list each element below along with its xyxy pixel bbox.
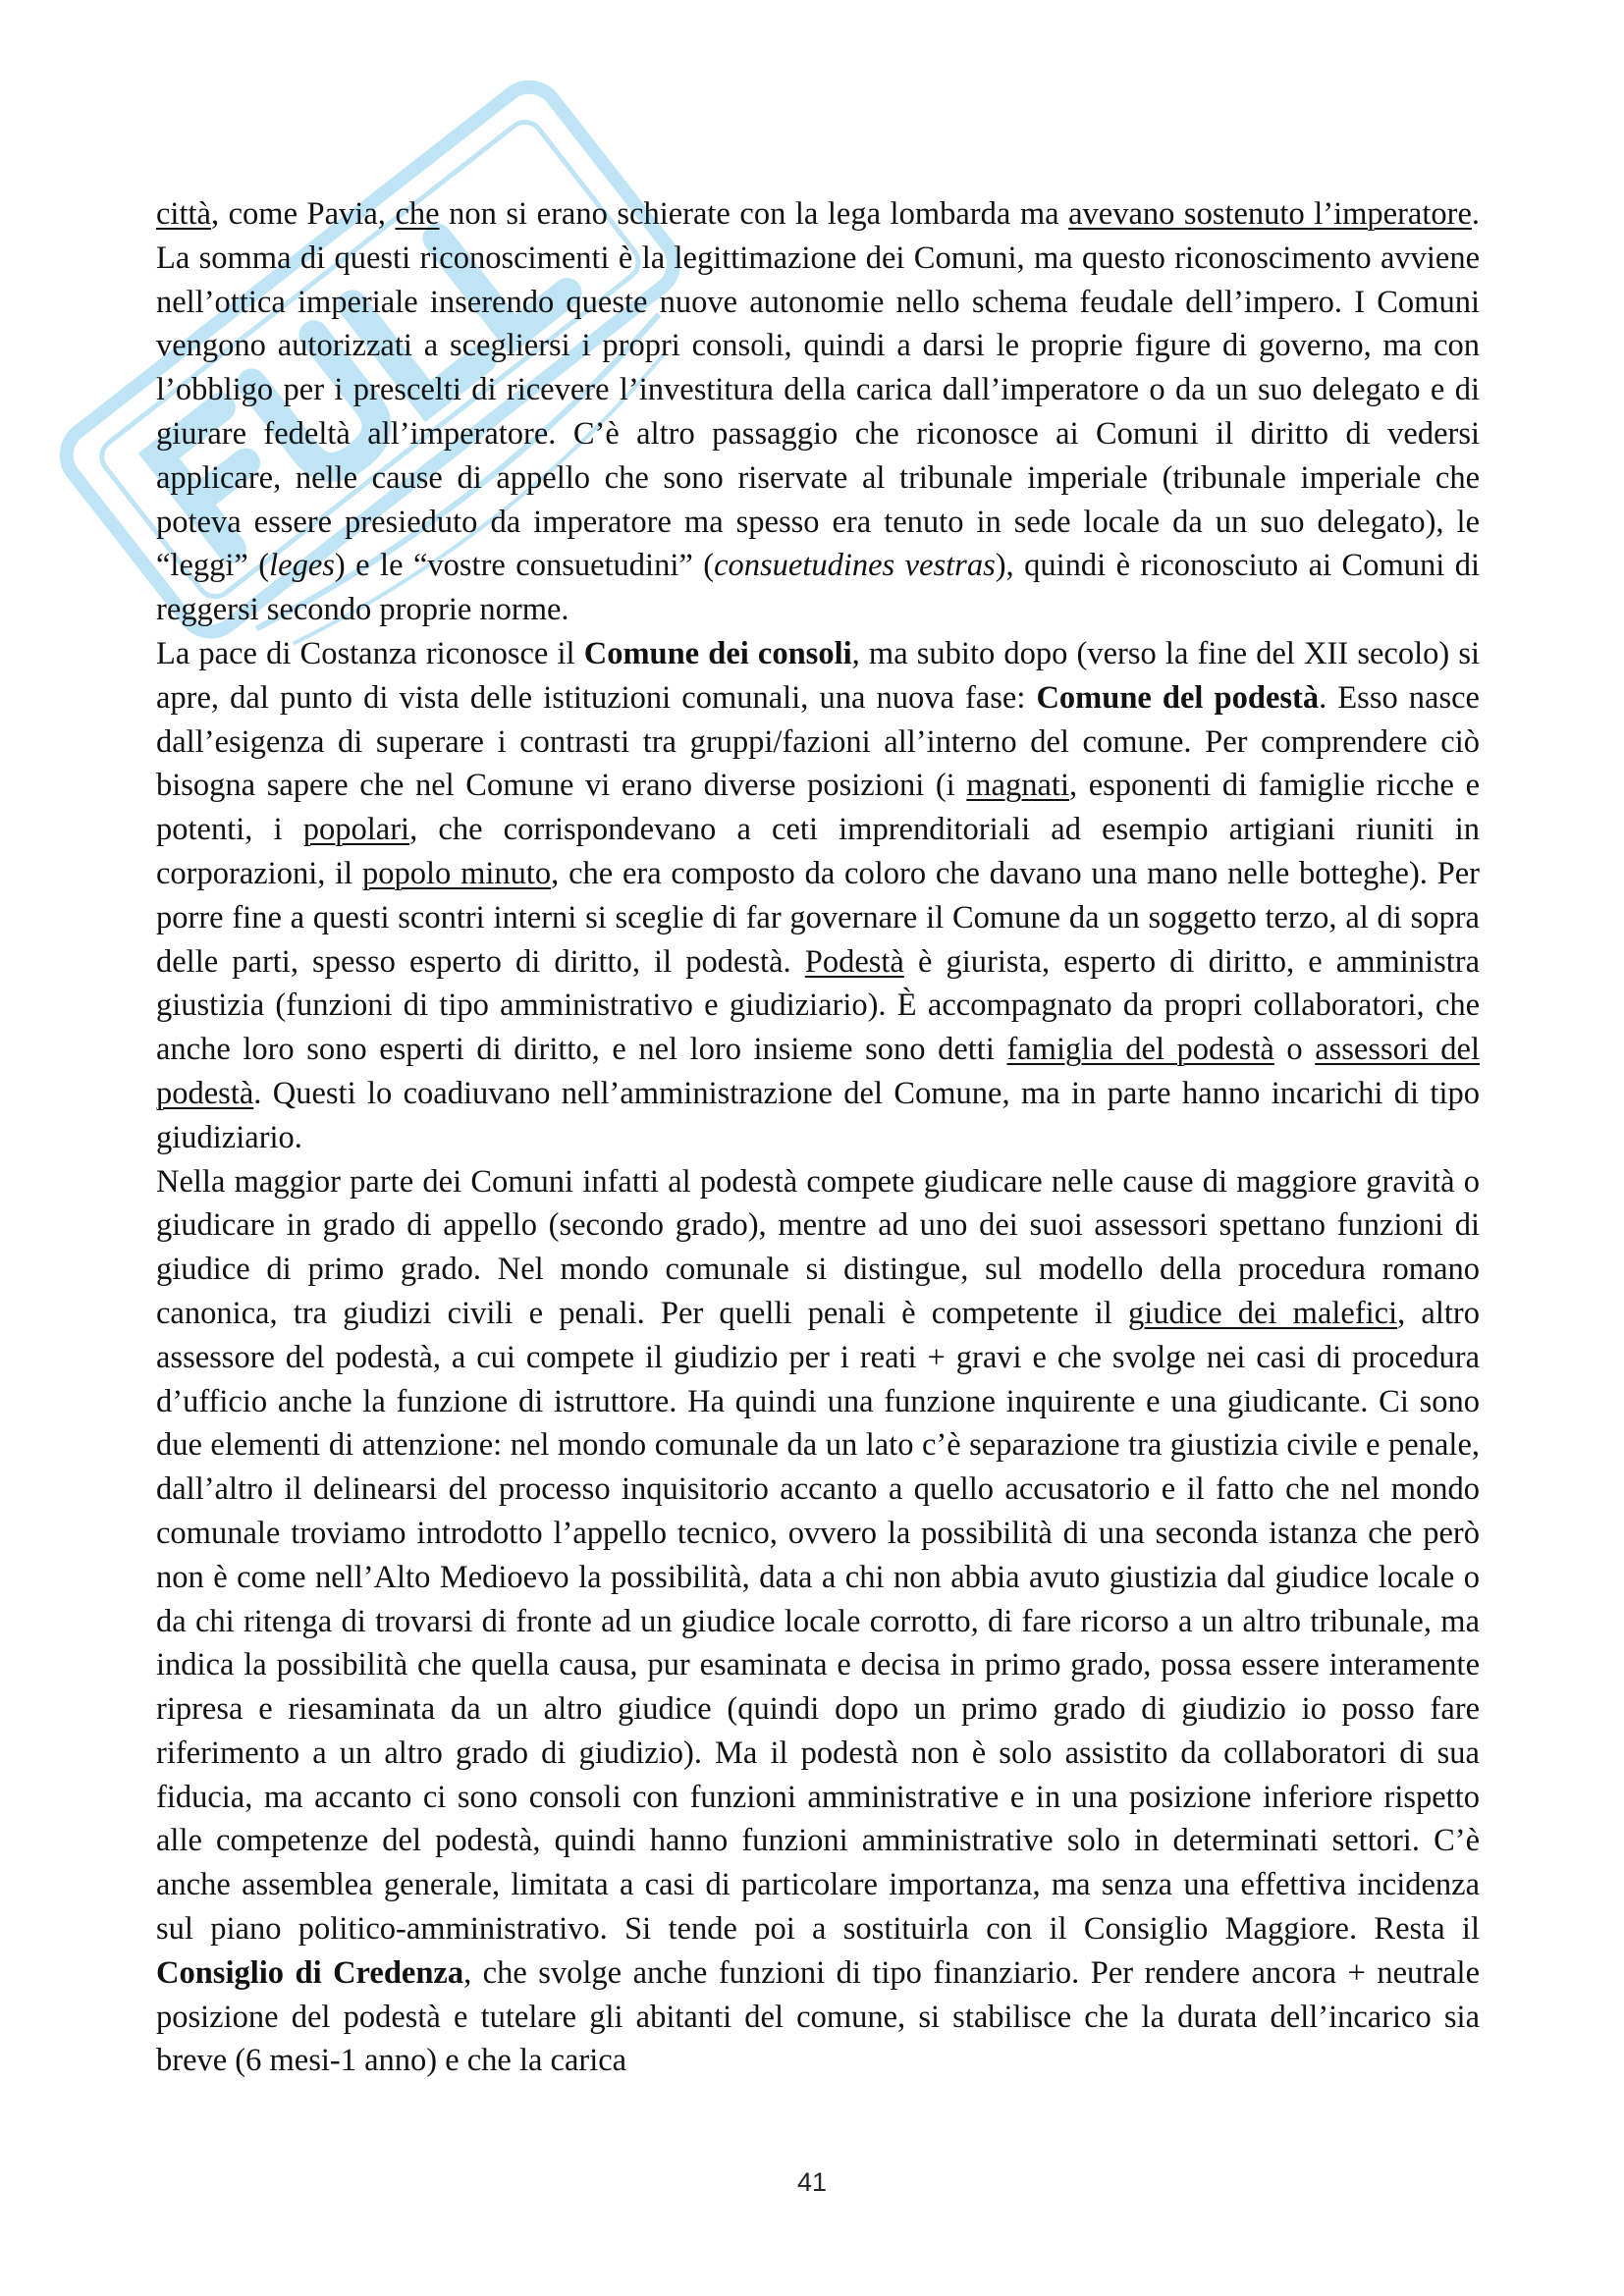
text-run: , esponenti di famiglie ricche e potenti, i xyxy=(156,768,1480,848)
underlined-text: popolo minuto xyxy=(362,855,552,891)
text-run: , ma subito dopo (verso la fine del XII secolo) si apre, dal punto di vista delle istituzioni comunali, una nuova fase: xyxy=(156,635,1481,716)
text-run: , altro assessore del podestà, a cui compete il giudizio per i reati + gravi e che svolge nei casi di procedura d’ufficio anche la funzione di istruttore. Ha quindi una funzione inquirente e una giudicante. Ci sono due elementi di attenzione: nel mondo comunale da un lato c’è separazione tra giustizia civile e penale, dall’altro il delinearsi del processo inquisitorio accanto a quello accusatorio e il fatto che nel mondo comunale troviamo introdotto l’appello tecnico, ovvero la possibilità di una seconda istanza che però non è come nell’Alto Medioevo la possibilità, data a chi non abbia avuto giustizia dal giudice locale o da chi ritenga di trovarsi di fronte ad un giudice locale corrotto, di fare ricorso a un altro tribunale, ma indica la possibilità che quella causa, pur esaminata e decisa in primo grado, possa essere interamente ripresa e riesaminata da un altro giudice (quindi dopo un primo grado di giudizio io posso fare riferimento a un altro grado di giudizio). Ma il podestà non è solo assistito da collaboratori di sua fiducia, ma accanto ci sono consoli con funzioni amministrative e in una posizione inferiore rispetto alle competenze del podestà, quindi hanno funzioni amministrative solo in determinati settori. C’è anche assemblea generale, limitata a casi di particolare importanza, ma senza una effettiva incidenza sul piano politico-amministrativo. Si tende poi a sostituirla con il Consiglio Maggiore. Resta il xyxy=(156,1295,1480,1948)
underlined-text: avevano sostenuto l’imperatore xyxy=(1068,196,1472,232)
bold-term: Comune del podestà xyxy=(1036,679,1320,716)
paragraph-giudizi xyxy=(156,1160,1480,2084)
paragraph-pace-di-costanza xyxy=(156,192,1480,632)
underlined-text: popolari xyxy=(302,812,410,848)
bold-term: Consiglio di Credenza xyxy=(156,1954,464,1991)
underlined-text: magnati xyxy=(966,768,1069,804)
text-run: . Questi lo coadiuvano nell’amministrazione del Comune, ma in parte hanno incarichi di tipo giudiziario. xyxy=(156,1075,1480,1155)
text-run: , come Pavia, xyxy=(210,196,396,232)
text-run: o xyxy=(1273,1032,1316,1068)
paragraph-comune-del-podesta xyxy=(156,632,1480,1160)
bold-term: Comune dei consoli xyxy=(583,635,852,671)
text-run: Nella maggior parte dei Comuni infatti al podestà compete giudicare nelle cause di maggiore gravità o giudicare in grado di appello (secondo grado), mentre ad uno dei suoi assessori spettano funzioni di giudice di primo grado. Nel mondo comunale si distingue, sul modello della procedura romano canonica, tra giudizi civili e penali. Per quelli penali è competente il xyxy=(156,1163,1480,1331)
underlined-text: famiglia del podestà xyxy=(1006,1032,1274,1068)
underlined-text: città xyxy=(156,196,211,232)
text-run: , che svolge anche funzioni di tipo finanziario. Per rendere ancora + neutrale posizione del podestà e tutelare gli abitanti del comune, si stabilisce che la durata dell’incarico sia breve (6 mesi-1 anno) e che la carica xyxy=(156,1954,1480,2079)
text-run: , che era composto da coloro che davano una mano nelle botteghe). Per porre fine a questi scontri interni si sceglie di far governare il Comune da un soggetto terzo, al di sopra delle parti, spesso esperto di diritto, il podestà. xyxy=(156,855,1480,980)
document-body xyxy=(156,192,1480,2083)
underlined-text: assessori del podestà xyxy=(156,1032,1481,1111)
text-run: non si erano schierate con la lega lombarda ma xyxy=(439,196,1069,232)
text-run: . La somma di questi riconoscimenti è la legittimazione dei Comuni, ma questo riconoscimento avviene nell’ottica imperiale inserendo queste nuove autonomie nello schema feudale dell’impero. I Comuni vengono autorizzati a scegliersi i propri consoli, quindi a darsi le proprie figure di governo, ma con l’obbligo per i prescelti di ricevere l’investitura della carica dall’imperatore o da un suo delegato e di giurare fedeltà all’imperatore. C’è altro passaggio che riconosce ai Comuni il diritto di vedersi applicare, nelle cause di appello che sono riservate al tribunale imperiale (tribunale imperiale che poteva essere presieduto da imperatore ma spesso era tenuto in sede locale da un suo delegato), le “leggi” ( xyxy=(156,196,1481,584)
text-run: , che corrispondevano a ceti imprenditoriali ad esempio artigiani riuniti in corporazioni, il xyxy=(156,812,1480,891)
text-run: ) e le “vostre consuetudini” ( xyxy=(334,548,715,584)
underlined-text: giudice dei malefici xyxy=(1127,1295,1398,1331)
text-run: . Esso nasce dall’esigenza di superare i contrasti tra gruppi/fazioni all’interno del comune. Per comprendere ciò bisogna sapere che nel Comune vi erano diverse posizioni (i xyxy=(156,679,1480,804)
italic-term: leges xyxy=(269,548,335,584)
text-run: La pace di Costanza riconosce il xyxy=(156,635,584,671)
page-number: 41 xyxy=(796,2167,828,2197)
text-run: ), quindi è riconosciuto ai Comuni di reggersi secondo proprie norme. xyxy=(156,548,1480,628)
italic-term: consuetudines vestras xyxy=(714,548,996,584)
underlined-text: Podestà xyxy=(804,943,904,980)
text-run: è giurista, esperto di diritto, e amministra giustizia (funzioni di tipo amministrativo e giudiziario). È accompagnato da propri collaboratori, che anche loro sono esperti di diritto, e nel loro insieme sono detti xyxy=(156,943,1480,1068)
underlined-text: che xyxy=(395,196,440,232)
